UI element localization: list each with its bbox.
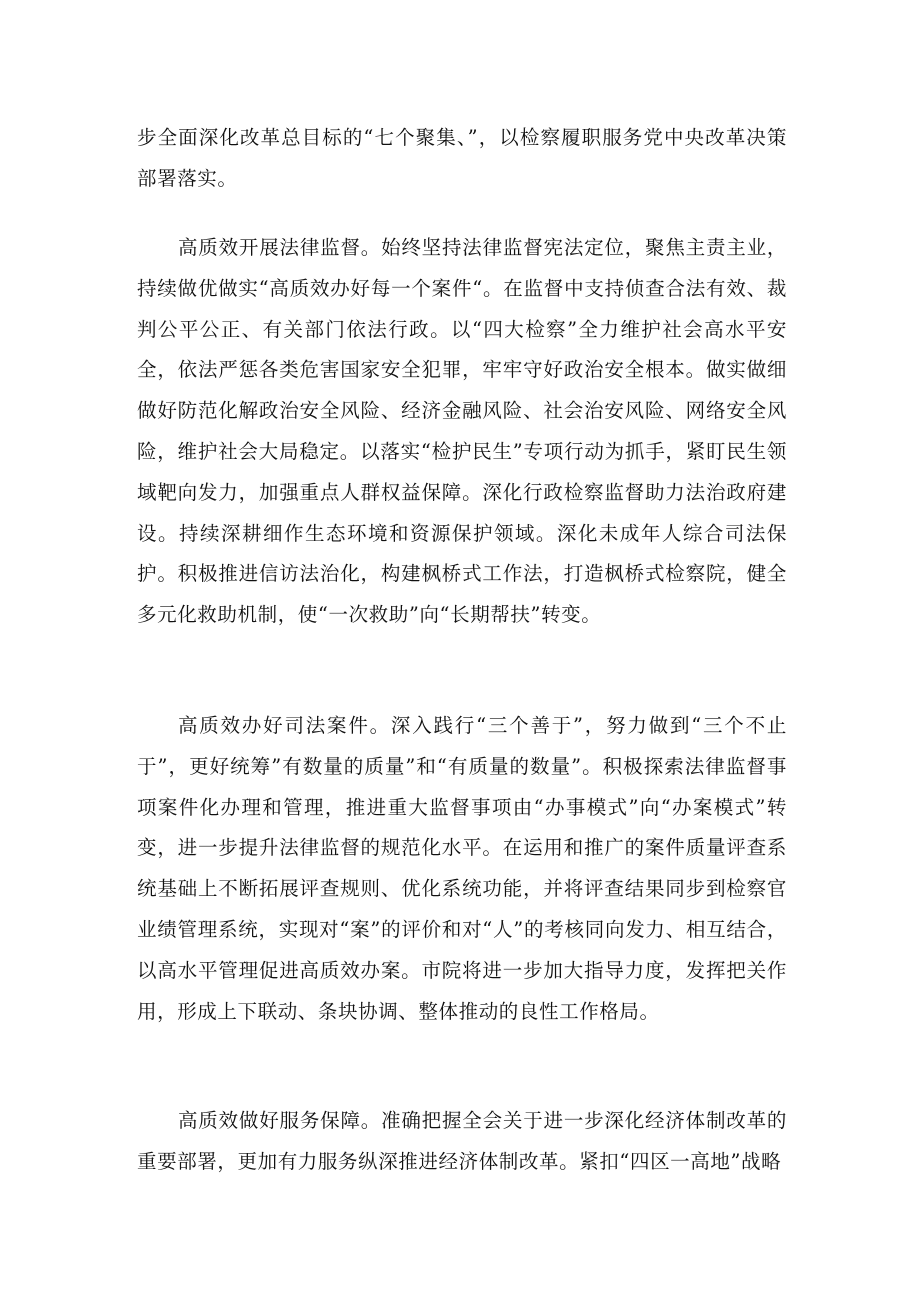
paragraph-legal-supervision: 高质效开展法律监督。始终坚持法律监督宪法定位，聚焦主责主业，持续做优做实“高质效办好每一个案件“。在监督中支持侦查合法有效、裁判公平公正、有关部门依法行政。以“四大检察”全力维护社会高水平安全，依法严惩各类危害国家安全犯罪，牢牢守好政治安全根本。做实做细做好防范化解政治安全风险、经济金融风险、社会治安风险、网络安全风险，维护社会大局稳定。以落实“检护民生”专项行动为抓手，紧盯民生领域靶向发力，加强重点人群权益保障。深化行政检察监督助力法治政府建设。持续深耕细作生态环境和资源保护领域。深化未成年人综合司法保护。积极推进信访法治化，构建枫桥式工作法，打造枫桥式检察院，健全多元化救助机制，使“一次救助”向“长期帮扶”转变。 xyxy=(137,236,787,627)
paragraph-judicial-cases: 高质效办好司法案件。深入践行“三个善于”，努力做到“三个不止于”，更好统筹”有数量的质量”和“有质量的数量”。积极探索法律监督事项案件化办理和管理，推进重大监督事项由“办事模式”向“办案模式”转变，进一步提升法律监督的规范化水平。在运用和推广的案件质量评查系统基础上不断拓展评查规则、优化系统功能，并将评查结果同步到检察官业绩管理系统，实现对“案”的评价和对“人”的考核同向发力、相互结合，以高水平管理促进高质效办案。市院将进一步加大指导力度，发挥把关作用，形成上下联动、条块协调、整体推动的良性工作格局。 xyxy=(137,714,787,1023)
paragraph-service-guarantee: 高质效做好服务保障。准确把握全会关于进一步深化经济体制改革的重要部署，更加有力服务纵深推进经济体制改革。紧扣“四区一高地”战略 xyxy=(137,1109,787,1173)
paragraph-continuation: 步全面深化改革总目标的“七个聚集、”，以检察履职服务党中央改革决策部署落实。 xyxy=(137,126,787,190)
